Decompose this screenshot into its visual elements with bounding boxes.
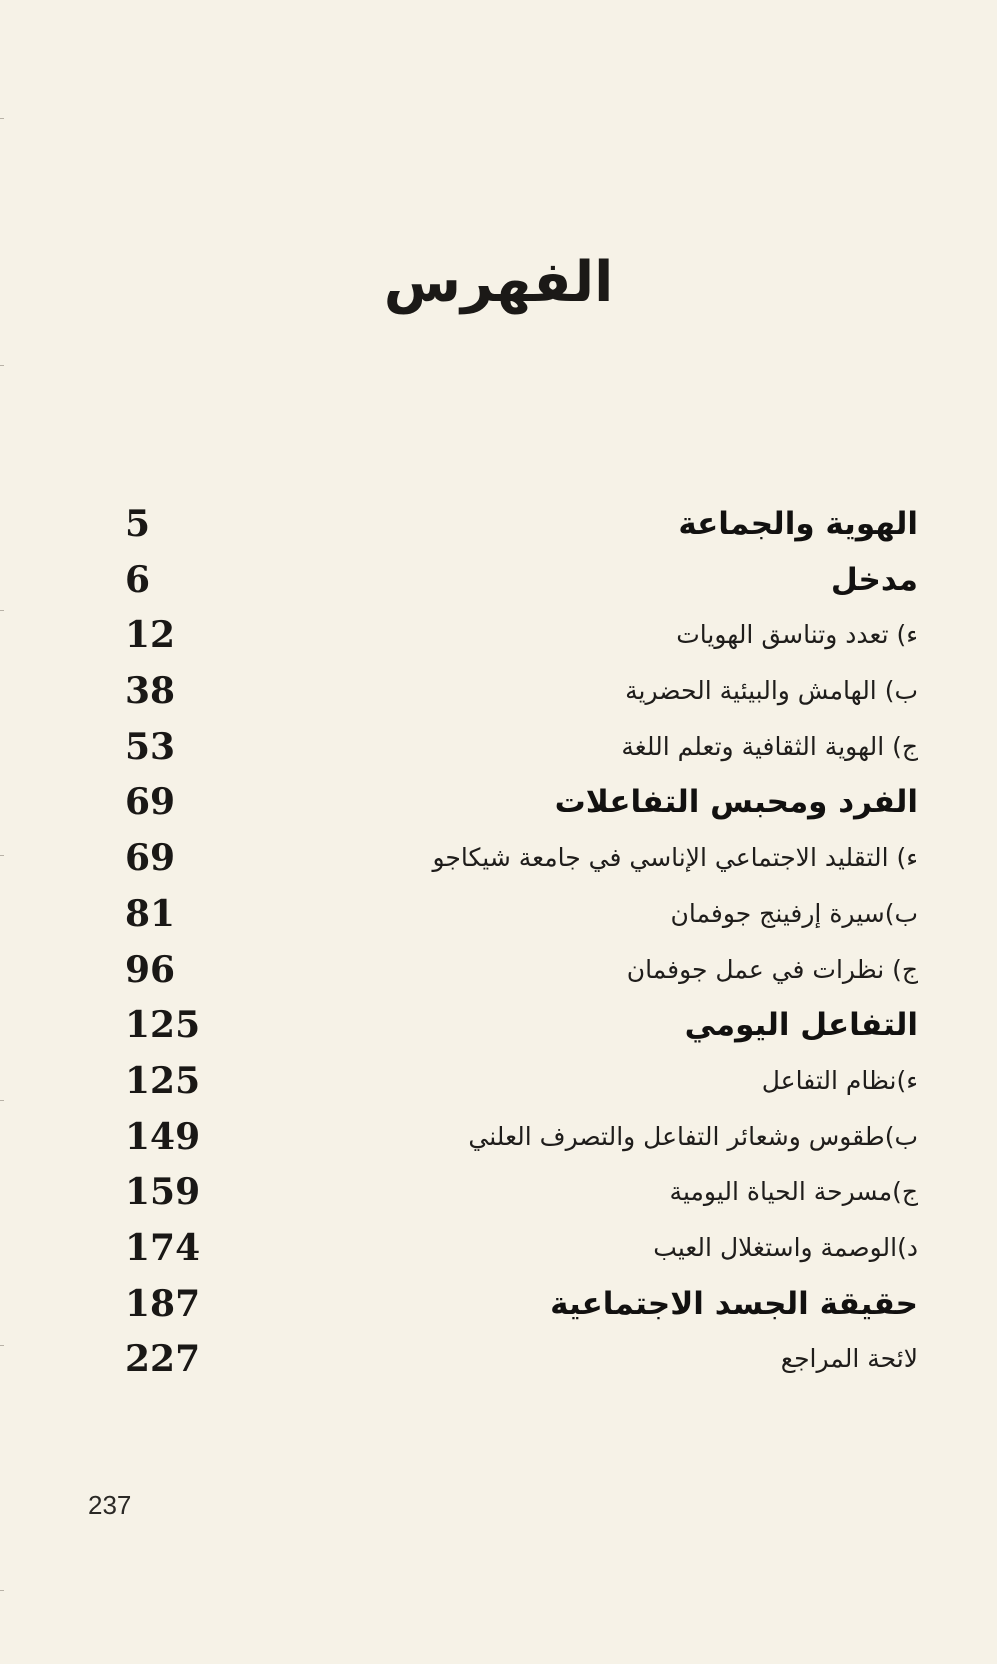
toc-page-number: 187 — [125, 1282, 201, 1325]
toc-entry-label: ب)طقوس وشعائر التفاعل والتصرف العلني — [468, 1121, 918, 1151]
toc-entry-label: ء) تعدد وتناسق الهويات — [676, 620, 918, 650]
toc-row — [125, 721, 918, 777]
toc-row — [125, 1111, 918, 1167]
toc-page-number: 125 — [125, 1059, 201, 1102]
scan-edge-mark — [0, 1345, 4, 1346]
toc-entry-label: حقيقة الجسد الاجتماعية — [550, 1285, 918, 1322]
toc-page-number: 69 — [125, 837, 176, 880]
toc-page-number: 69 — [125, 781, 176, 824]
toc-entry-label: ء) التقليد الاجتماعي الإناسي في جامعة شيكاجو — [432, 843, 918, 873]
toc-row — [125, 1222, 918, 1278]
toc-page-number: 174 — [125, 1226, 201, 1269]
toc-entry-label: الفرد ومحبس التفاعلات — [554, 784, 918, 821]
toc-entry-label: ج) نظرات في عمل جوفمان — [626, 954, 918, 984]
toc-entry-label: مدخل — [830, 561, 918, 598]
scan-edge-mark — [0, 1100, 4, 1101]
toc-entry-label: ء)نظام التفاعل — [761, 1065, 918, 1095]
toc-entry-label: الهوية والجماعة — [678, 506, 918, 542]
toc-row — [125, 1166, 918, 1222]
toc-page-number: 38 — [125, 670, 176, 713]
toc-row — [125, 888, 918, 944]
toc-page-number: 149 — [125, 1115, 201, 1158]
toc-row — [125, 776, 918, 832]
table-of-contents — [125, 498, 918, 1389]
toc-row — [125, 1278, 918, 1334]
page-number-footer: 237 — [88, 1490, 132, 1520]
toc-row — [125, 498, 918, 554]
toc-page-number: 53 — [125, 725, 176, 768]
toc-page-number: 96 — [125, 948, 176, 991]
toc-row — [125, 1333, 918, 1389]
scan-edge-mark — [0, 610, 4, 611]
toc-entry-label: ب)سيرة إرفينج جوفمان — [670, 898, 918, 928]
toc-row — [125, 609, 918, 665]
scan-edge-mark — [0, 1590, 4, 1591]
toc-page-number: 159 — [125, 1171, 201, 1214]
toc-page-number: 125 — [125, 1004, 201, 1047]
toc-entry-label: ج)مسرحة الحياة اليومية — [669, 1177, 918, 1207]
toc-page-number: 12 — [125, 614, 176, 657]
scan-edge-mark — [0, 118, 4, 119]
scan-edge-mark — [0, 855, 4, 856]
toc-row — [125, 832, 918, 888]
toc-entry-label: التفاعل اليومي — [684, 1007, 918, 1044]
toc-page-number: 5 — [125, 503, 151, 545]
toc-row — [125, 944, 918, 1000]
toc-row — [125, 554, 918, 610]
toc-page-number: 81 — [125, 892, 176, 935]
toc-entry-label: ج) الهوية الثقافية وتعلم اللغة — [621, 731, 918, 761]
toc-entry-label: ب) الهامش والبيئية الحضرية — [625, 676, 918, 706]
toc-row — [125, 1055, 918, 1111]
page-title: الفهرس — [383, 250, 614, 315]
toc-entry-label: د)الوصمة واستغلال العيب — [653, 1232, 918, 1262]
scan-edge-mark — [0, 365, 4, 366]
toc-row — [125, 665, 918, 721]
toc-page-number: 6 — [125, 558, 151, 601]
toc-entry-label: لائحة المراجع — [780, 1344, 918, 1374]
toc-page-number: 227 — [125, 1338, 201, 1381]
toc-row — [125, 999, 918, 1055]
